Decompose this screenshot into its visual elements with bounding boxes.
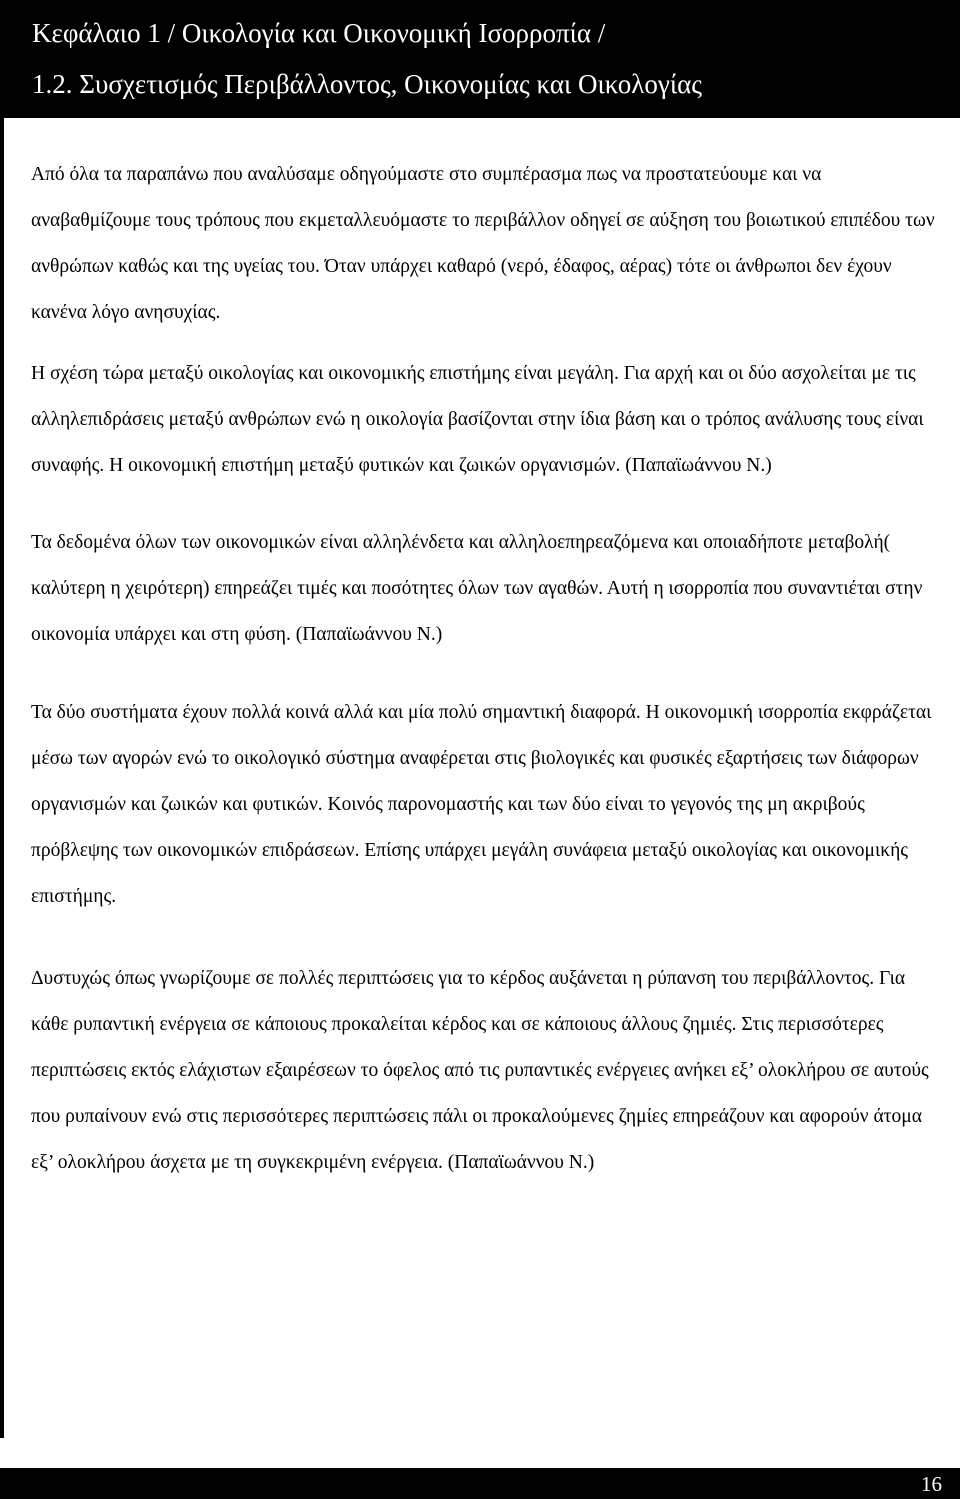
paragraph: Τα δύο συστήματα έχουν πολλά κοινά αλλά και μία πολύ σημαντική διαφορά. Η οικονομική ισορροπία εκφράζεται μέσω των αγορών ενώ το οικολογικό σύστημα αναφέρεται στις βιολογικές και φυσικές εξαρτήσεις των διάφορων οργανισμών και ζωικών και φυτικών. Κοινός παρονομαστής και των δύο είναι το γεγονός της μη ακριβούς πρόβλεψης των οικονομικών επιδράσεων. Επίσης υπάρχει μεγάλη συνάφεια μεταξύ οικολογίας και οικονομικής επιστήμης.: [31, 702, 932, 907]
paragraph: Η σχέση τώρα μεταξύ οικολογίας και οικονομικής επιστήμης είναι μεγάλη. Για αρχή και οι δύο ασχολείται με τις αλληλεπιδράσεις μεταξύ ανθρώπων ενώ η οικολογία βασίζονται στην ίδια βάση και ο τρόπος ανάλυσης τους είναι συναφής. Η οικονομική επιστήμη μεταξύ φυτικών και ζωικών οργανισμών. (Παπαϊωάννου Ν.): [31, 363, 924, 476]
page-footer: [0, 1468, 960, 1499]
body-text: [31, 152, 936, 1186]
section-title: 1.2. Συσχετισμός Περιβάλλοντος, Οικονομίας και Οικολογίας: [32, 69, 702, 99]
left-margin-rule: [0, 118, 4, 1438]
chapter-title: Κεφάλαιο 1 / Οικολογία και Οικονομική Ισορροπία /: [32, 18, 606, 48]
chapter-header: [0, 0, 960, 118]
paragraph: Τα δεδομένα όλων των οικονομικών είναι αλληλένδετα και αλληλοεπηρεαζόμενα και οποιαδήποτε μεταβολή( καλύτερη η χειρότερη) επηρεάζει τιμές και ποσότητες όλων των αγαθών. Αυτή η ισορροπία που συναντιέται στην οικονομία υπάρχει και στη φύση. (Παπαϊωάννου Ν.): [31, 532, 923, 645]
page-number: 16: [921, 1472, 942, 1496]
paragraph: Δυστυχώς όπως γνωρίζουμε σε πολλές περιπτώσεις για το κέρδος αυξάνεται η ρύπανση του περιβάλλοντος. Για κάθε ρυπαντική ενέργεια σε κάποιους προκαλείται κέρδος και σε κάποιους άλλους ζημιές. Στις περισσότερες περιπτώσεις εκτός ελάχιστων εξαιρέσεων το όφελος από τις ρυπαντικές ενέργειες ανήκει εξ’ ολοκλήρου σε αυτούς που ρυπαίνουν ενώ στις περισσότερες περιπτώσεις πάλι οι προκαλούμενες ζημίες επηρεάζουν και αφορούν άτομα εξ’ ολοκλήρου άσχετα με τη συγκεκριμένη ενέργεια. (Παπαϊωάννου Ν.): [31, 968, 929, 1173]
paragraph: Από όλα τα παραπάνω που αναλύσαμε οδηγούμαστε στο συμπέρασμα πως να προστατεύουμε και να αναβαθμίζουμε τους τρόπους που εκμεταλλευόμαστε το περιβάλλον οδηγεί σε αύξηση του βοιωτικού επιπέδου των ανθρώπων καθώς και της υγείας του. Όταν υπάρχει καθαρό (νερό, έδαφος, αέρας) τότε οι άνθρωποι δεν έχουν κανένα λόγο ανησυχίας.: [31, 164, 935, 323]
